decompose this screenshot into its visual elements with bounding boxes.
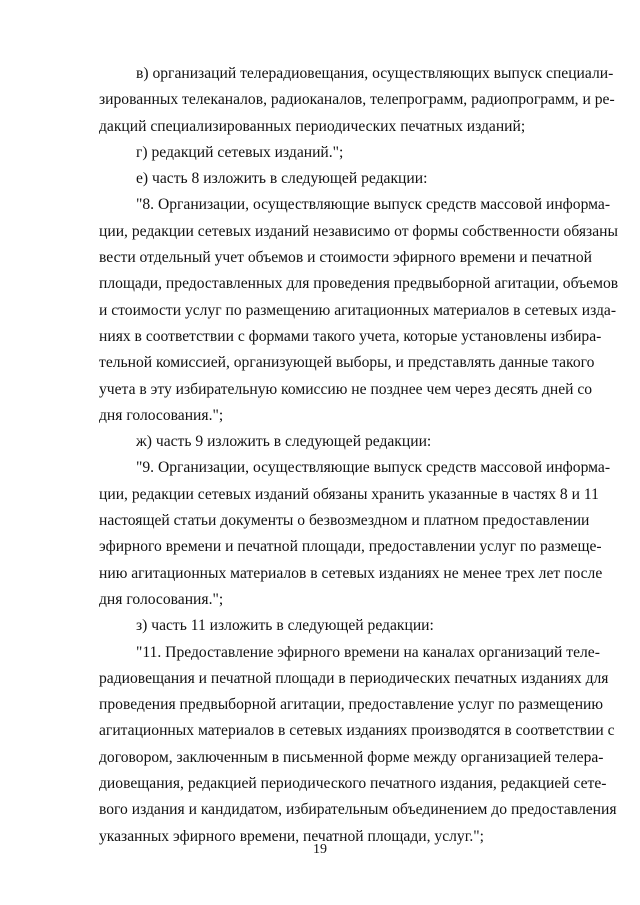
text-line: ции, редакции сетевых изданий обязаны хранить указанные в частях 8 и 11 — [99, 485, 599, 503]
text-line: дня голосования."; — [99, 406, 224, 424]
text-line: "8. Организации, осуществляющие выпуск средств массовой информа- — [136, 196, 611, 214]
document-body — [99, 61, 619, 850]
text-line: площади, предоставленных для проведения предвыборной агитации, объемов — [99, 275, 619, 293]
text-line: ции, редакции сетевых изданий независимо от формы собственности обязаны — [99, 222, 618, 240]
text-line: настоящей статьи документы о безвозмездном и платном предоставлении — [99, 512, 590, 530]
text-line: г) редакций сетевых изданий."; — [136, 143, 344, 161]
text-line: е) часть 8 изложить в следующей редакции: — [136, 170, 428, 188]
text-line: диовещания, редакцией периодического печатного издания, редакцией сете- — [99, 775, 607, 793]
text-line: зированных телеканалов, радиоканалов, телепрограмм, радиопрограмм, и ре- — [99, 91, 615, 109]
text-line: радиовещания и печатной площади в периодических печатных изданиях для — [99, 669, 609, 687]
page-number: 19 — [313, 842, 327, 857]
text-line: нию агитационных материалов в сетевых изданиях не менее трех лет после — [99, 564, 603, 582]
text-line: ж) часть 9 изложить в следующей редакции: — [136, 433, 432, 451]
text-line: учета в эту избирательную комиссию не позднее чем через десять дней со — [99, 380, 593, 398]
text-line: указанных эфирного времени, печатной площади, услуг."; — [99, 827, 484, 845]
text-line: "9. Организации, осуществляющие выпуск средств массовой информа- — [136, 459, 611, 477]
text-line: договором, заключенным в письменной форме между организацией телера- — [99, 748, 604, 766]
text-line: агитационных материалов в сетевых изданиях производятся в соответствии с — [99, 722, 615, 740]
text-line: тельной комиссией, организующей выборы, и представлять данные такого — [99, 354, 595, 372]
text-line: эфирного времени и печатной площади, предоставлении услуг по размеще- — [99, 538, 602, 556]
text-line: вого издания и кандидатом, избирательным объединением до предоставления — [99, 801, 617, 819]
text-line: вести отдельный учет объемов и стоимости эфирного времени и печатной — [99, 249, 592, 267]
text-line: дня голосования."; — [99, 590, 224, 608]
text-line: з) часть 11 изложить в следующей редакции: — [136, 617, 434, 635]
text-line: дакций специализированных периодических печатных изданий; — [99, 117, 526, 135]
text-line: ниях в соответствии с формами такого учета, которые установлены избира- — [99, 327, 602, 345]
text-line: и стоимости услуг по размещению агитационных материалов в сетевых изда- — [99, 301, 617, 319]
text-line: в) организаций телерадиовещания, осуществляющих выпуск специали- — [136, 65, 614, 82]
text-line: проведения предвыборной агитации, предоставление услуг по размещению — [99, 696, 604, 714]
text-line: "11. Предоставление эфирного времени на каналах организаций теле- — [136, 643, 600, 661]
